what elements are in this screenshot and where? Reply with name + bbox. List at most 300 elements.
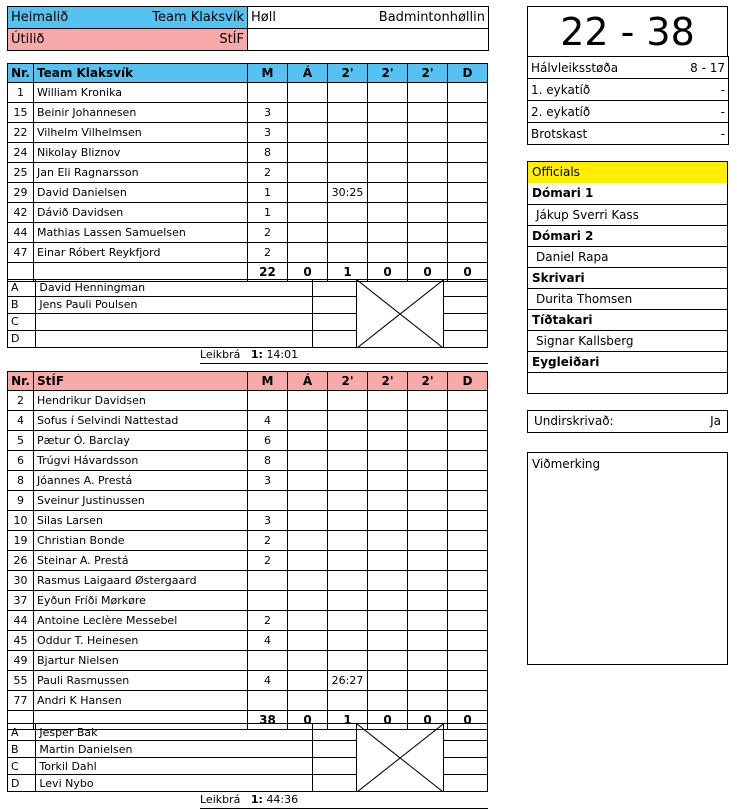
player-row xyxy=(8,591,488,611)
player-name: Jan Eli Ragnarsson xyxy=(34,163,248,183)
total-m: 22 xyxy=(248,263,288,282)
player-stat-s3 xyxy=(408,103,448,123)
official-name: David Henningman xyxy=(36,279,313,296)
official-role: Skrivari xyxy=(528,267,727,288)
player-stat-s2 xyxy=(368,531,408,551)
player-stat-s1 xyxy=(328,243,368,263)
player-stat-s3 xyxy=(408,183,448,203)
player-stat-s1 xyxy=(328,103,368,123)
player-row xyxy=(8,391,488,411)
total-d: 0 xyxy=(448,711,488,730)
match-info-table xyxy=(7,6,489,51)
official-letter: B xyxy=(8,296,36,313)
player-stat-s2 xyxy=(368,223,408,243)
player-stat-a xyxy=(288,531,328,551)
stat-value: - xyxy=(678,79,729,101)
player-stat-d xyxy=(448,631,488,651)
player-stat-a xyxy=(288,203,328,223)
player-row xyxy=(8,531,488,551)
player-stat-m: 4 xyxy=(248,671,288,691)
player-stat-s3 xyxy=(408,223,448,243)
player-stat-s1 xyxy=(328,491,368,511)
stat-label: Brotskast xyxy=(528,123,678,145)
player-stat-d xyxy=(448,611,488,631)
official-person: Daniel Rapa xyxy=(528,246,727,267)
stat-value: - xyxy=(678,101,729,123)
home-players-table xyxy=(7,63,488,282)
player-name: Jóannes A. Prestá xyxy=(34,471,248,491)
player-name: Nikolay Bliznov xyxy=(34,143,248,163)
player-number: 49 xyxy=(8,651,34,671)
team-official-row xyxy=(8,279,488,296)
player-number: 19 xyxy=(8,531,34,551)
player-stat-m: 2 xyxy=(248,551,288,571)
col-header-2: Á xyxy=(288,64,328,83)
col-header-nr: Nr. xyxy=(8,372,34,391)
away-team-officials-table xyxy=(7,723,488,792)
official-role: Dómari 2 xyxy=(528,225,727,246)
player-stat-a xyxy=(288,611,328,631)
home-team-officials-table xyxy=(7,279,488,348)
player-stat-d xyxy=(448,591,488,611)
player-name: Steinar A. Prestá xyxy=(34,551,248,571)
player-stat-a xyxy=(288,183,328,203)
player-stat-s2 xyxy=(368,671,408,691)
stat-label: 1. eykatíð xyxy=(528,79,678,101)
player-name: Hendrikur Davidsen xyxy=(34,391,248,411)
player-number: 10 xyxy=(8,511,34,531)
player-stat-d xyxy=(448,551,488,571)
total-d: 0 xyxy=(448,263,488,282)
player-stat-s3 xyxy=(408,491,448,511)
player-row xyxy=(8,103,488,123)
stat-value: 8 - 17 xyxy=(678,57,729,79)
player-stat-a xyxy=(288,671,328,691)
player-stat-s2 xyxy=(368,471,408,491)
player-stat-s3 xyxy=(408,163,448,183)
player-name: Oddur T. Heinesen xyxy=(34,631,248,651)
player-row xyxy=(8,651,488,671)
player-name: Beinir Johannesen xyxy=(34,103,248,123)
player-number: 4 xyxy=(8,411,34,431)
player-stat-m xyxy=(248,391,288,411)
player-stat-a xyxy=(288,83,328,103)
player-stat-d xyxy=(448,671,488,691)
player-stat-m: 4 xyxy=(248,411,288,431)
player-stat-m: 3 xyxy=(248,511,288,531)
official-name: Martin Danielsen xyxy=(36,741,313,758)
player-name: Silas Larsen xyxy=(34,511,248,531)
player-stat-m: 1 xyxy=(248,183,288,203)
col-header-4: 2' xyxy=(368,372,408,391)
player-stat-m: 6 xyxy=(248,431,288,451)
remarks-box xyxy=(527,452,728,665)
player-stat-a xyxy=(288,123,328,143)
player-stat-s1 xyxy=(328,571,368,591)
player-number: 45 xyxy=(8,631,34,651)
player-stat-s1 xyxy=(328,123,368,143)
player-stat-d xyxy=(448,143,488,163)
player-name: Trúgvi Hávardsson xyxy=(34,451,248,471)
player-number: 8 xyxy=(8,471,34,491)
player-stat-s3 xyxy=(408,143,448,163)
player-stat-d xyxy=(448,431,488,451)
timeout-number: 1: xyxy=(250,348,263,362)
venue-name: Badmintonhøllin xyxy=(378,10,485,25)
player-stat-m: 2 xyxy=(248,611,288,631)
player-stat-m: 3 xyxy=(248,471,288,491)
official-person: Signar Kallsberg xyxy=(528,330,727,351)
player-stat-s3 xyxy=(408,471,448,491)
player-stat-m: 3 xyxy=(248,123,288,143)
player-stat-s2 xyxy=(368,391,408,411)
player-stat-s2 xyxy=(368,491,408,511)
player-stat-s1 xyxy=(328,471,368,491)
player-stat-m: 2 xyxy=(248,243,288,263)
stat-label: Hálvleiksstøða xyxy=(528,57,678,79)
player-number: 24 xyxy=(8,143,34,163)
official-name xyxy=(36,330,313,347)
player-stat-s3 xyxy=(408,411,448,431)
player-stat-a xyxy=(288,243,328,263)
player-number: 37 xyxy=(8,591,34,611)
player-stat-m xyxy=(248,691,288,711)
away-timeout xyxy=(200,793,488,809)
col-header-nr: Nr. xyxy=(8,64,34,83)
player-stat-s3 xyxy=(408,431,448,451)
player-row xyxy=(8,83,488,103)
score-stats-table xyxy=(527,56,729,145)
player-stat-s1 xyxy=(328,391,368,411)
stat-row xyxy=(528,57,729,79)
player-number: 1 xyxy=(8,83,34,103)
player-stat-m xyxy=(248,571,288,591)
player-stat-a xyxy=(288,571,328,591)
player-stat-s3 xyxy=(408,83,448,103)
player-number: 30 xyxy=(8,571,34,591)
player-stat-a xyxy=(288,391,328,411)
player-row xyxy=(8,411,488,431)
player-stat-d xyxy=(448,223,488,243)
crossed-cell xyxy=(357,724,444,792)
player-stat-a xyxy=(288,431,328,451)
official-person: Jákup Sverri Kass xyxy=(528,204,727,225)
player-stat-s3 xyxy=(408,651,448,671)
player-name: Dávið Davidsen xyxy=(34,203,248,223)
player-name: David Danielsen xyxy=(34,183,248,203)
player-number: 9 xyxy=(8,491,34,511)
crossed-cell xyxy=(357,279,444,347)
player-name: Pætur Ó. Barclay xyxy=(34,431,248,451)
stat-row xyxy=(528,79,729,101)
official-role: Dómari 1 xyxy=(532,186,594,200)
player-row xyxy=(8,143,488,163)
player-stat-s2 xyxy=(368,143,408,163)
player-row xyxy=(8,691,488,711)
total-s1: 1 xyxy=(328,263,368,282)
total-s3: 0 xyxy=(408,263,448,282)
player-stat-s2 xyxy=(368,83,408,103)
player-name: Sveinur Justinussen xyxy=(34,491,248,511)
player-stat-d xyxy=(448,183,488,203)
col-header-3: 2' xyxy=(328,372,368,391)
empty-info-cell xyxy=(248,29,489,51)
player-name: Sofus í Selvindi Nattestad xyxy=(34,411,248,431)
player-number: 5 xyxy=(8,431,34,451)
player-stat-d xyxy=(448,651,488,671)
player-stat-s1 xyxy=(328,411,368,431)
player-stat-s2 xyxy=(368,631,408,651)
timeout-label: Leikbrá xyxy=(200,348,241,362)
stat-row xyxy=(528,123,729,145)
player-row xyxy=(8,431,488,451)
player-row xyxy=(8,183,488,203)
col-header-3: 2' xyxy=(328,64,368,83)
player-number: 55 xyxy=(8,671,34,691)
player-row xyxy=(8,471,488,491)
player-stat-s1 xyxy=(328,651,368,671)
player-stat-m xyxy=(248,591,288,611)
player-stat-m: 2 xyxy=(248,163,288,183)
player-stat-s3 xyxy=(408,551,448,571)
col-header-2: Á xyxy=(288,372,328,391)
player-name: Rasmus Laigaard Østergaard xyxy=(34,571,248,591)
final-score: 22 - 38 xyxy=(527,6,728,56)
player-stat-d xyxy=(448,83,488,103)
player-stat-s1 xyxy=(328,591,368,611)
timeout-label: Leikbrá xyxy=(200,792,241,806)
player-stat-s1 xyxy=(328,451,368,471)
player-stat-s2 xyxy=(368,203,408,223)
col-header-team: StÍF xyxy=(34,372,248,391)
player-stat-s3 xyxy=(408,671,448,691)
col-header-4: 2' xyxy=(368,64,408,83)
home-team-cell xyxy=(8,7,248,29)
player-stat-d xyxy=(448,691,488,711)
player-stat-d xyxy=(448,511,488,531)
player-stat-s2 xyxy=(368,611,408,631)
signed-value: Ja xyxy=(710,414,721,428)
official-letter: D xyxy=(8,775,36,792)
timeout-time: 14:01 xyxy=(266,348,299,362)
away-team-name: StÍF xyxy=(219,32,244,47)
official-name: Jens Pauli Poulsen xyxy=(36,296,313,313)
player-number: 26 xyxy=(8,551,34,571)
player-stat-s3 xyxy=(408,571,448,591)
player-stat-s1 xyxy=(328,143,368,163)
player-number: 42 xyxy=(8,203,34,223)
player-stat-a xyxy=(288,511,328,531)
player-stat-a xyxy=(288,103,328,123)
total-s3: 0 xyxy=(408,711,448,730)
venue-cell xyxy=(248,7,489,29)
player-stat-s1 xyxy=(328,631,368,651)
player-stat-m: 1 xyxy=(248,203,288,223)
player-stat-s1: 30:25 xyxy=(328,183,368,203)
official-letter: B xyxy=(8,741,36,758)
player-name: Antoine Leclère Messebel xyxy=(34,611,248,631)
player-stat-s2 xyxy=(368,103,408,123)
player-stat-s2 xyxy=(368,411,408,431)
player-stat-s1 xyxy=(328,551,368,571)
player-number: 6 xyxy=(8,451,34,471)
col-header-5: 2' xyxy=(408,64,448,83)
player-row xyxy=(8,243,488,263)
player-number: 77 xyxy=(8,691,34,711)
official-role: Tíðtakari xyxy=(528,309,727,330)
player-stat-s1 xyxy=(328,531,368,551)
player-name: Pauli Rasmussen xyxy=(34,671,248,691)
player-stat-d xyxy=(448,411,488,431)
player-stat-s2 xyxy=(368,571,408,591)
player-stat-s3 xyxy=(408,531,448,551)
venue-label: Høll xyxy=(251,10,276,25)
player-stat-s1 xyxy=(328,611,368,631)
player-stat-s1 xyxy=(328,223,368,243)
player-stat-s3 xyxy=(408,591,448,611)
official-role: Eygleiðari xyxy=(528,351,727,372)
player-stat-a xyxy=(288,163,328,183)
official-name: Torkil Dahl xyxy=(36,758,313,775)
player-stat-a xyxy=(288,551,328,571)
player-row xyxy=(8,611,488,631)
total-s2: 0 xyxy=(368,263,408,282)
player-row xyxy=(8,223,488,243)
player-stat-a xyxy=(288,651,328,671)
official-letter: C xyxy=(8,758,36,775)
player-name: Einar Róbert Reykfjord xyxy=(34,243,248,263)
player-number: 44 xyxy=(8,611,34,631)
player-stat-d xyxy=(448,243,488,263)
player-name: Mathias Lassen Samuelsen xyxy=(34,223,248,243)
player-stat-d xyxy=(448,491,488,511)
remarks-label: Viðmerking xyxy=(532,457,601,471)
player-stat-s2 xyxy=(368,431,408,451)
player-stat-a xyxy=(288,491,328,511)
player-stat-a xyxy=(288,691,328,711)
total-m: 38 xyxy=(248,711,288,730)
home-timeout xyxy=(200,348,488,364)
player-stat-d xyxy=(448,103,488,123)
player-stat-d xyxy=(448,203,488,223)
player-stat-m: 8 xyxy=(248,143,288,163)
player-number: 44 xyxy=(8,223,34,243)
player-row xyxy=(8,451,488,471)
player-row xyxy=(8,123,488,143)
player-stat-m: 4 xyxy=(248,631,288,651)
col-header-6: D xyxy=(448,372,488,391)
team-official-row xyxy=(8,724,488,741)
player-stat-s2 xyxy=(368,511,408,531)
player-row xyxy=(8,491,488,511)
col-header-5: 2' xyxy=(408,372,448,391)
player-stat-a xyxy=(288,451,328,471)
away-team-cell xyxy=(8,29,248,51)
player-number: 47 xyxy=(8,243,34,263)
player-stat-s1 xyxy=(328,163,368,183)
player-number: 2 xyxy=(8,391,34,411)
stat-label: 2. eykatíð xyxy=(528,101,678,123)
home-label: Heimalið xyxy=(11,10,69,25)
player-number: 15 xyxy=(8,103,34,123)
officials-title: Officials xyxy=(528,162,727,183)
player-stat-d xyxy=(448,163,488,183)
player-number: 25 xyxy=(8,163,34,183)
player-name: Bjartur Nielsen xyxy=(34,651,248,671)
timeout-number: 1: xyxy=(250,792,263,806)
player-stat-s1 xyxy=(328,691,368,711)
player-stat-s2 xyxy=(368,451,408,471)
player-row xyxy=(8,631,488,651)
player-row xyxy=(8,571,488,591)
signed-label: Undirskrivað: xyxy=(534,414,614,428)
player-stat-a xyxy=(288,631,328,651)
player-stat-a xyxy=(288,471,328,491)
player-stat-s3 xyxy=(408,451,448,471)
player-stat-s2 xyxy=(368,651,408,671)
home-team-name: Team Klaksvík xyxy=(152,10,244,25)
player-stat-s3 xyxy=(408,203,448,223)
player-stat-s1 xyxy=(328,431,368,451)
player-stat-d xyxy=(448,471,488,491)
player-row xyxy=(8,511,488,531)
player-number: 22 xyxy=(8,123,34,143)
official-person: Durita Thomsen xyxy=(528,288,727,309)
player-stat-d xyxy=(448,391,488,411)
stat-row xyxy=(528,101,729,123)
official-letter: C xyxy=(8,313,36,330)
player-stat-d xyxy=(448,451,488,471)
player-stat-s2 xyxy=(368,551,408,571)
player-stat-s3 xyxy=(408,611,448,631)
total-a: 0 xyxy=(288,711,328,730)
stat-value: - xyxy=(678,123,729,145)
player-name: Andri K Hansen xyxy=(34,691,248,711)
player-stat-d xyxy=(448,531,488,551)
official-name xyxy=(36,313,313,330)
official-letter: A xyxy=(8,279,36,296)
player-row xyxy=(8,203,488,223)
player-stat-s2 xyxy=(368,183,408,203)
player-stat-m: 8 xyxy=(248,451,288,471)
away-players-table xyxy=(7,371,488,730)
player-name: Christian Bonde xyxy=(34,531,248,551)
player-stat-m: 2 xyxy=(248,223,288,243)
player-stat-s2 xyxy=(368,163,408,183)
player-stat-s2 xyxy=(368,243,408,263)
col-header-1: M xyxy=(248,372,288,391)
player-stat-m xyxy=(248,491,288,511)
player-stat-s1 xyxy=(328,203,368,223)
player-stat-a xyxy=(288,591,328,611)
player-stat-d xyxy=(448,571,488,591)
player-stat-s3 xyxy=(408,691,448,711)
player-stat-a xyxy=(288,143,328,163)
away-label: Útilið xyxy=(11,32,45,47)
player-stat-s2 xyxy=(368,591,408,611)
player-name: William Kronika xyxy=(34,83,248,103)
official-letter: A xyxy=(8,724,36,741)
player-name: Eyðun Fríði Mørkøre xyxy=(34,591,248,611)
player-stat-s1: 26:27 xyxy=(328,671,368,691)
total-a: 0 xyxy=(288,263,328,282)
officials-panel xyxy=(527,161,728,394)
official-person xyxy=(528,372,727,393)
player-stat-s3 xyxy=(408,123,448,143)
player-stat-s1 xyxy=(328,511,368,531)
player-stat-d xyxy=(448,123,488,143)
player-stat-s3 xyxy=(408,243,448,263)
